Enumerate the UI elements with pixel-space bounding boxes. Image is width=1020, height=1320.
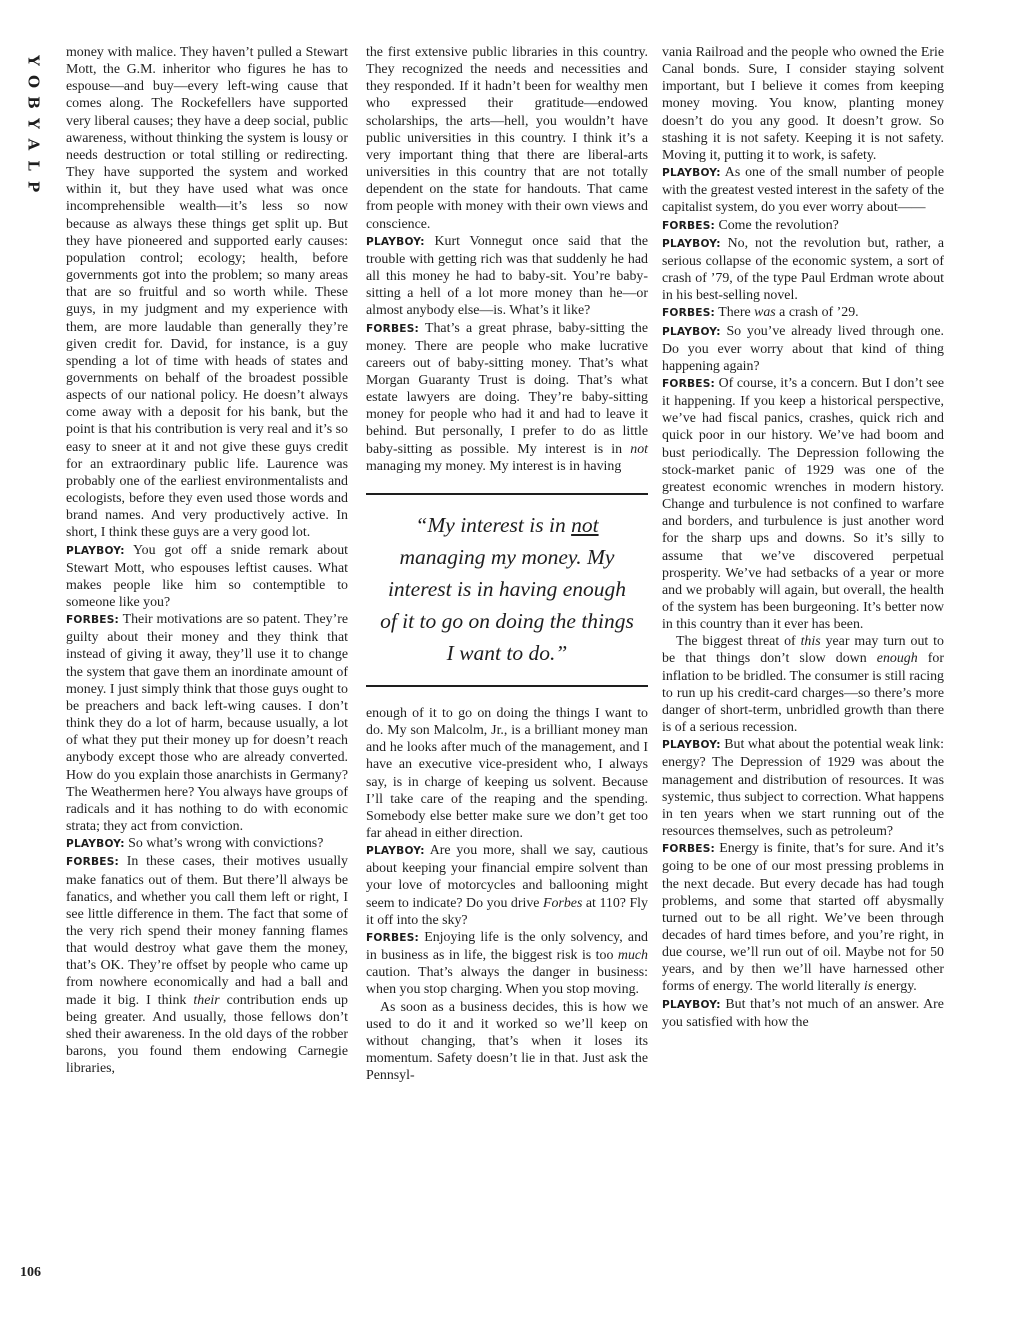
magazine-name-letter: Y	[24, 55, 43, 66]
paragraph: As soon as a business decides, this is how we used to do it and it worked so we’ll keep on without changing, that’s when it loses its momentum. Safety doesn’t lie in that. Just ask the Pennsyl-	[366, 999, 648, 1084]
magazine-name-letter: A	[24, 138, 43, 151]
question-paragraph: PLAYBOY: But that’s not much of an answer. Are you satisfied with how the	[662, 996, 944, 1030]
answer-paragraph: FORBES: In these cases, their motives usually make fanatics out of them. But there’ll always be fanatics, and whether you call them left or right, I see little difference in them. The fact that some of the very rich spend their money fanning flames that would destroy what gave them the money, that’s OK. They’re offset by people who came up from nowhere economically and had a ball and made it big. I think their contribution ends up being greater. And usually, those fellows don’t shed their awareness. In the old days of the robber barons, you found them endowing Carnegie libraries,	[66, 854, 348, 1077]
answer-paragraph: FORBES: Of course, it’s a concern. But I don’t see it happening. If you keep a historical perspective, we’ve had fiscal panics, crashes, quick rich and quick poor in our history. We’ve had boom and bust periodically. The Depression following the stock-market panic of 1929 was one of the greatest economic wrenches in modern history. Change and turbulence is not confined to warfare and borders, and turbulence is just another word for the sharp ups and downs. So it’s silly to assume that we’ve discovered perpetual prosperity. We’ve had setbacks of a year or more and we probably will again, but overall, the health of the system has been burgeoning. It’s better now in this country than it ever has been.	[662, 375, 944, 633]
paragraph: the first extensive public libraries in this country. They recognized the needs and necessities and they responded. If it hadn’t been for wealthy men who expressed their gratitude—endowed scholarships, the arts—hell, you wouldn’t have public universities in this country. I think it’s a very important thing that there are liberal-arts universities in this country that are not totally dependent on the state for handouts. That came from people with money with their own views and conscience.	[366, 45, 648, 232]
magazine-name-letter: Y	[24, 118, 43, 129]
speaker-label-forbes: FORBES:	[662, 377, 715, 390]
speaker-label-playboy: PLAYBOY:	[662, 167, 721, 180]
speaker-label-forbes: FORBES:	[366, 931, 419, 944]
answer-paragraph: FORBES: Their motivations are so patent. They’re guilty about their money and they think that instead of giving it away, they’ll use it to change the system that gave them an inordinate amount of money. I just simply think that those guys ought to be preachers and back left-wing causes. I don’t think they do a lot of harm, because usually, a lot of what they put their money up for doesn’t reach anybody except those who are already converted. How do you explain those anarchists in Germany? The Weathermen here? You always have groups of radicals and it has nothing to do with economic strata; they act from conviction.	[66, 612, 348, 835]
paragraph: The biggest threat of this year may turn out to be that things don’t slow down enough for inflation to be bridled. The consumer is still racing to run up his credit-card charges—so there’s more danger of short-term, unbridled growth than there is of a serious recession.	[662, 634, 944, 736]
magazine-name-letter: O	[24, 74, 43, 89]
pull-quote: “My interest is in not managing my money. My interest is in having enough of it to go on doing the things I want to do.”	[366, 493, 648, 687]
paragraph: money with malice. They haven’t pulled a Stewart Mott, the G.M. inheritor who figures he has to espouse—and buy—every left-wing cause that comes along. The Rockefellers have supported very liberal causes; they have a deep social, public awareness, without thinking the system is lousy or needs destruction or total stilling or redirecting. They have supported the system and worked within it, but they have used what was once incomprehensible wealth—it’s less so now because as always these things get split up. But they have pioneered and supported early causes: population control; ecology; health, before governments got into the problem; so many areas that are so fruitful and so worth while. These guys, in my judgment and my experience with them, are more laudable than generally they’re given credit for. David, for instance, is a guy spending a lot of time with heads of states and governments on behalf of the broadest possible aspects of our national policy. He doesn’t always come away with a deposit for his bank, but the point is that his contribution is very real and it’s so easy to sneer at it and not give these guys credit for an extraordinary public life. Laurence was probably one of the earliest environmentalists and ecologists, before they even used those words and brand names. And very productively active. In short, I think these guys are a very good lot.	[66, 45, 348, 541]
question-paragraph: PLAYBOY: Are you more, shall we say, cautious about keeping your financial empire solvent than your love of motorcycles and ballooning might seem to indicate? Do you drive Forbes at 110? Fly it off into the sky?	[366, 843, 648, 928]
magazine-name-letter: L	[24, 160, 43, 171]
magazine-name-letter: P	[24, 180, 43, 193]
magazine-name-letter: B	[24, 96, 43, 109]
speaker-label-playboy: PLAYBOY:	[662, 739, 721, 752]
speaker-label-playboy: PLAYBOY:	[662, 237, 721, 250]
speaker-label-forbes: FORBES:	[66, 856, 119, 869]
speaker-label-playboy: PLAYBOY:	[366, 845, 425, 858]
page-number: 106	[20, 1265, 41, 1280]
answer-paragraph: FORBES: Energy is finite, that’s for sure. And it’s going to be one of our most pressing problems in the next decade. But every decade has had tough problems, and some that started off abysmally turned out to be all right. We’ve been through decades of hard times before, and you’re right, in due course, we’ll run out of oil. Maybe not for 50 years, and by then we’ll have harnessed other forms of energy. The world literally is energy.	[662, 841, 944, 995]
answer-paragraph: FORBES: Come the revolution?	[662, 217, 839, 233]
speaker-label-forbes: FORBES:	[662, 219, 715, 232]
speaker-label-forbes: FORBES:	[366, 322, 419, 335]
answer-paragraph: FORBES: That’s a great phrase, baby-sitting the money. There are people who make lucrative careers out of baby-sitting money. That’s what Morgan Guaranty Trust is doing. That’s what estate lawyers are doing. They’re baby-sitting money for people who had it and had to leave it behind. But personally, I prefer to do as little baby-sitting as possible. My interest is in not managing my money. My interest is in having	[366, 320, 648, 474]
speaker-label-forbes: FORBES:	[662, 307, 715, 320]
paragraph: vania Railroad and the people who owned the Erie Canal bonds. Sure, I consider staying solvent important, but I believe it comes from keeping money moving. You know, planting money doesn’t do you any good. It doesn’t grow. So stashing it is not safety. Keeping it is not safety. Moving it, putting it to work, is safety.	[662, 45, 944, 163]
speaker-label-forbes: FORBES:	[66, 614, 119, 627]
question-paragraph: PLAYBOY: As one of the small number of people with the greatest vested interest in the safety of the capitalist system, do you ever worry about——	[662, 165, 944, 216]
speaker-label-playboy: PLAYBOY:	[662, 998, 721, 1011]
text-column-2	[366, 44, 648, 1084]
text-column-3	[662, 44, 944, 1031]
question-paragraph: PLAYBOY: No, not the revolution but, rather, a serious collapse of the economic system, a sort of crash of ’79, of the type Paul Erdman wrote about in his best-selling novel.	[662, 235, 944, 304]
text-column-1	[66, 44, 348, 1077]
speaker-label-playboy: PLAYBOY:	[66, 544, 125, 557]
answer-paragraph: FORBES: Enjoying life is the only solvency, and in business as in life, the biggest risk is too much caution. That’s always the danger in business: when you stop charging. When you stop moving.	[366, 929, 648, 998]
question-paragraph: PLAYBOY: So you’ve already lived through one. Do you ever worry about that kind of thing happening again?	[662, 323, 944, 374]
paragraph: enough of it to go on doing the things I want to do. My son Malcolm, Jr., is a brilliant money man and he looks after much of the management, and I have an executive vice-president who, I always say, is in charge of keeping us solvent. Because I’ll take care of the reaping and the spending. Somebody else better make sure we don’t get too far ahead in either direction.	[366, 705, 648, 841]
question-paragraph: PLAYBOY: But what about the potential weak link: energy? The Depression of 1929 was about the management and distribution of resources. It was systemic, thus subject to correction. What happens in ten years when we start running out of the resources themselves, such as petroleum?	[662, 737, 944, 840]
question-paragraph: PLAYBOY: So what’s wrong with convictions?	[66, 836, 324, 852]
speaker-label-playboy: PLAYBOY:	[366, 235, 425, 248]
question-paragraph: PLAYBOY: Kurt Vonnegut once said that the trouble with getting rich was that suddenly he had all this money he had to baby-sit. You’re baby-sitting a hell of a lot more money than he—or almost anybody else—is. What’s it like?	[366, 233, 648, 319]
speaker-label-playboy: PLAYBOY:	[66, 838, 125, 851]
speaker-label-forbes: FORBES:	[662, 843, 715, 856]
question-paragraph: PLAYBOY: You got off a snide remark about Stewart Mott, who espouses leftist causes. What makes people like him so contemptible to someone like you?	[66, 542, 348, 610]
magazine-name-vertical	[22, 50, 44, 197]
answer-paragraph: FORBES: There was a crash of ’29.	[662, 305, 859, 321]
speaker-label-playboy: PLAYBOY:	[662, 325, 721, 338]
